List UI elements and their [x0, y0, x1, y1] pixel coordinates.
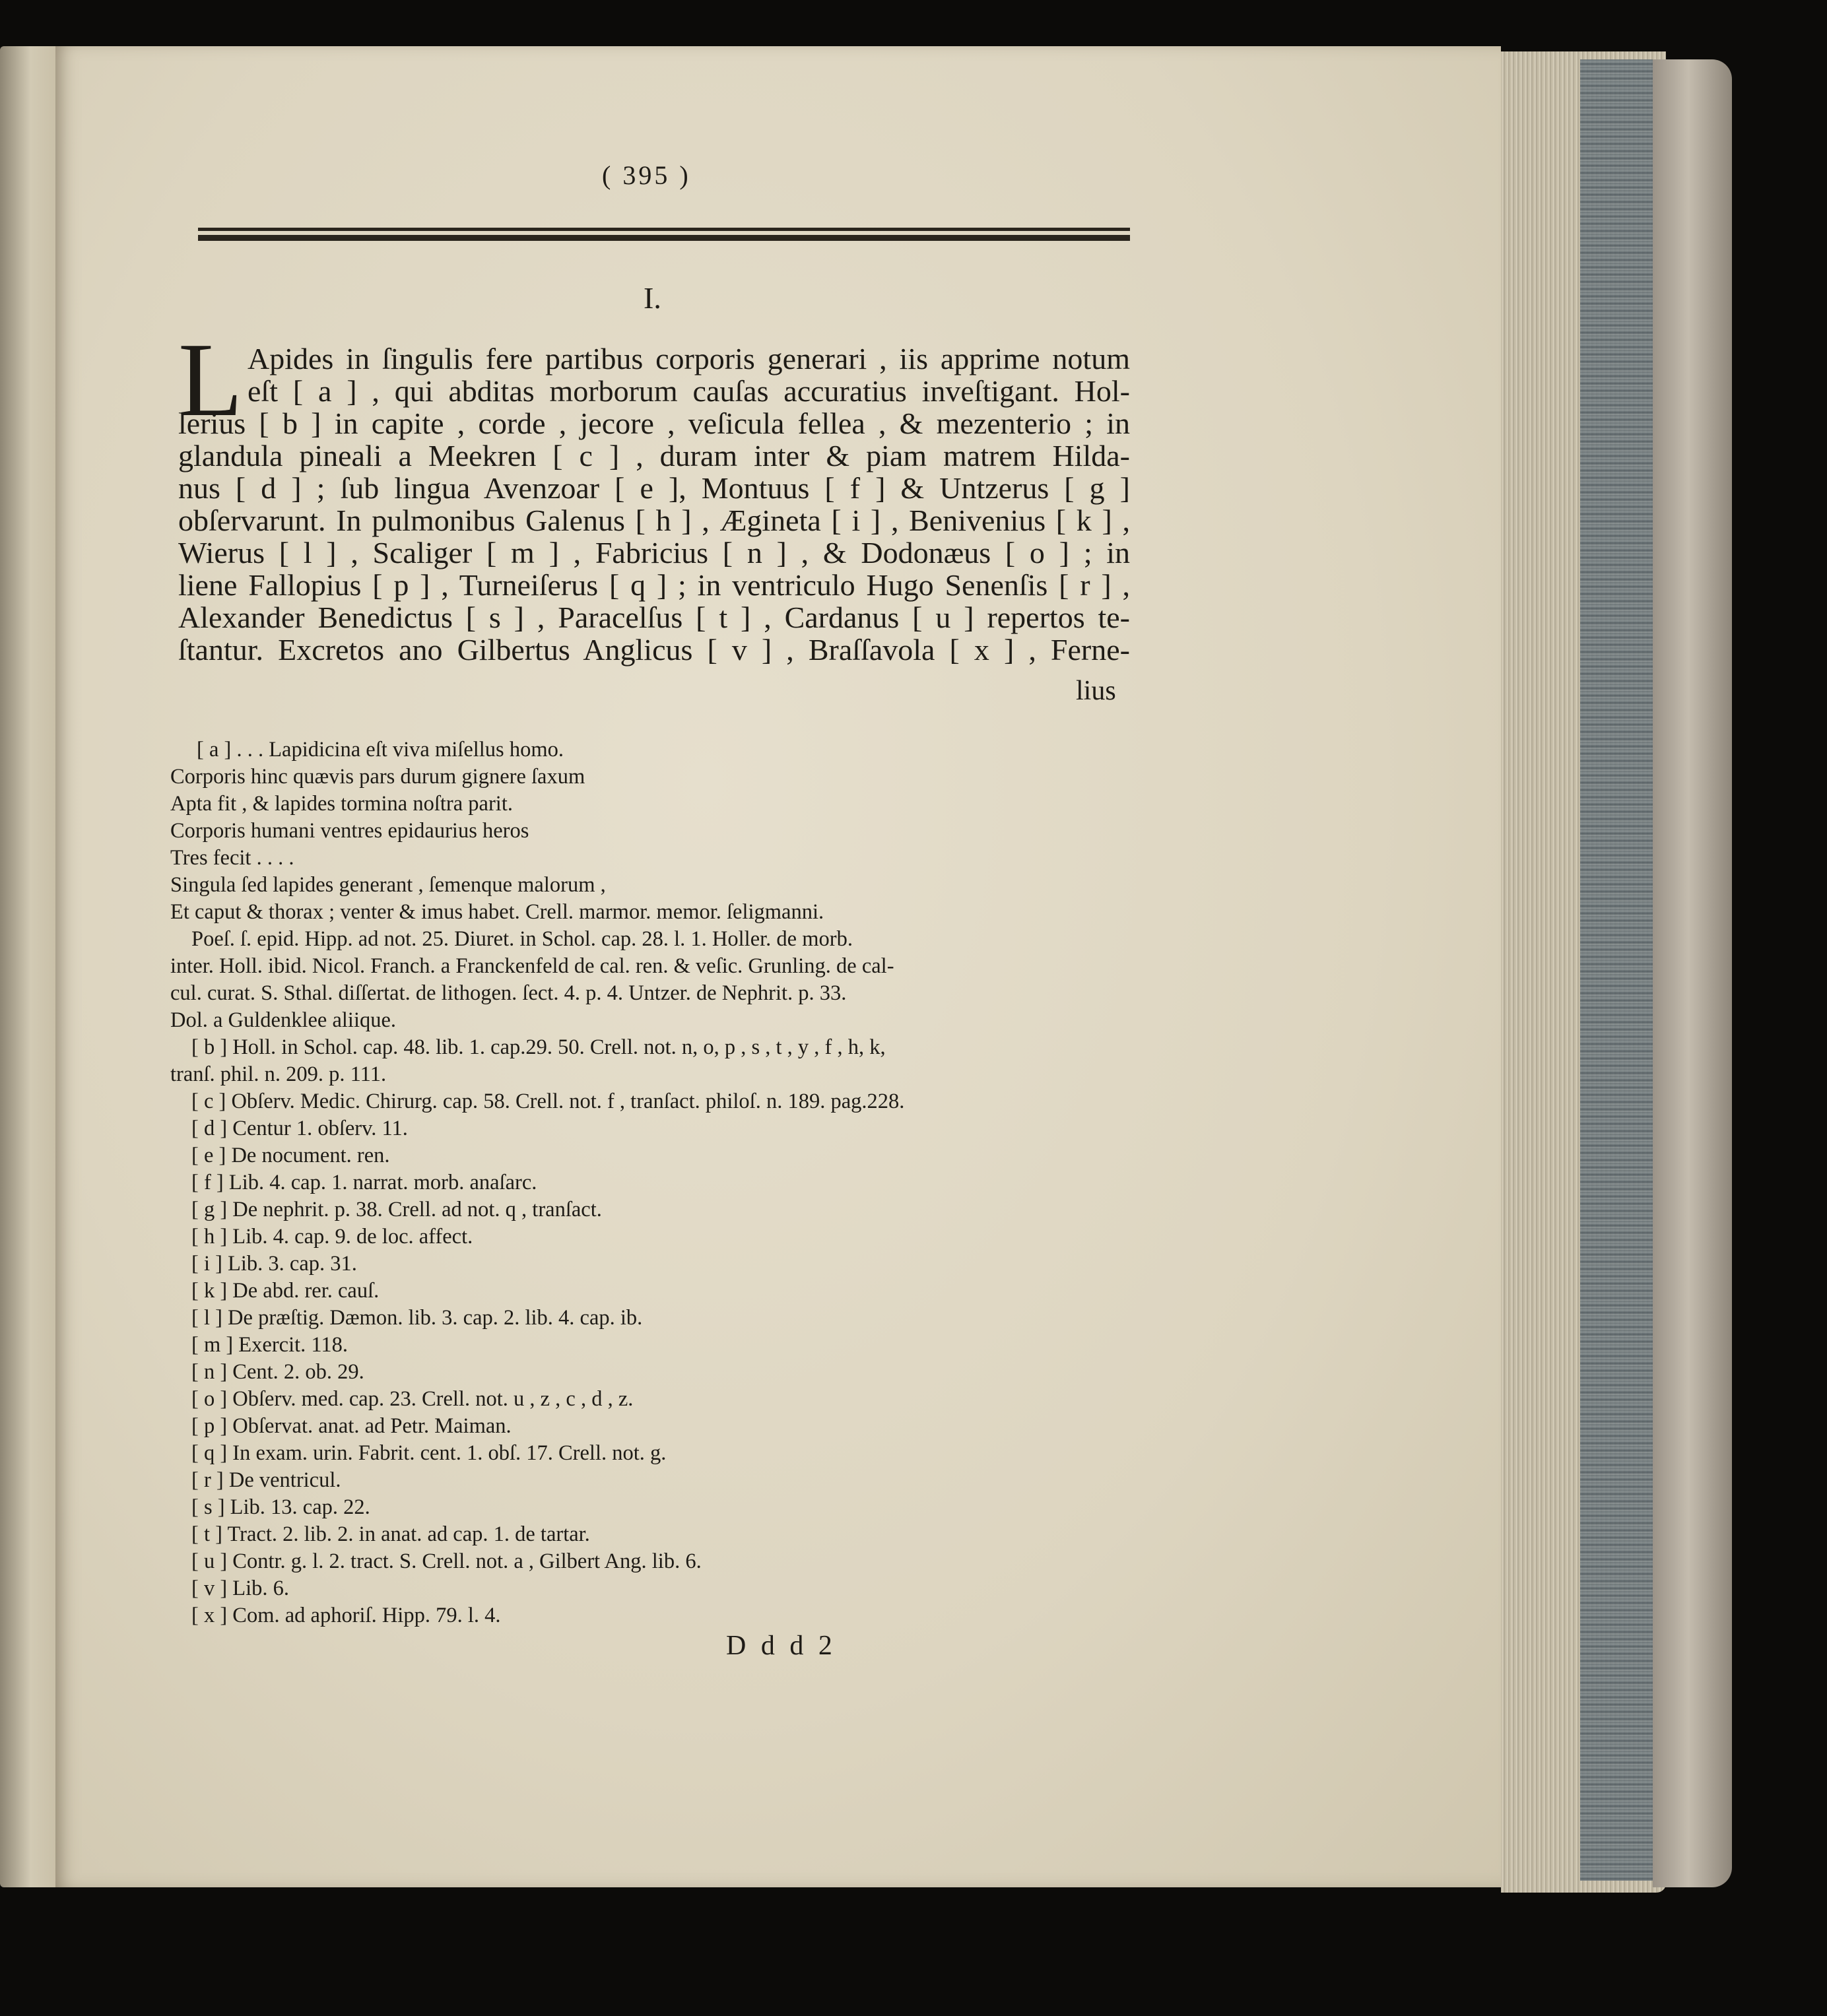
footnote-line: Apta fit , & lapides tormina noſtra parit. [170, 792, 513, 816]
footnote-line: [ u ] Contr. g. l. 2. tract. S. Crell. not. a , Gilbert Ang. lib. 6. [191, 1549, 702, 1573]
footnote-line: [ x ] Com. ad aphoriſ. Hipp. 79. l. 4. [191, 1604, 501, 1627]
body-line: Apides in ſingulis fere partibus corporis generari , iis apprime notum [248, 342, 1130, 375]
marbled-edge [1580, 59, 1653, 1881]
footnote-line: [ v ] Lib. 6. [191, 1577, 290, 1600]
footnote-line: tranſ. phil. n. 209. p. 111. [170, 1062, 387, 1086]
footnote-line: [ t ] Tract. 2. lib. 2. in anat. ad cap. 1. de tartar. [191, 1522, 590, 1546]
body-line: obſervarunt. In pulmonibus Galenus [ h ] , Ægineta [ i ] , Benivenius [ k ] , [178, 504, 1130, 537]
footnote-line: Singula ſed lapides generant , ſemenque malorum , [170, 873, 606, 897]
footnote-line: [ l ] De præſtig. Dæmon. lib. 3. cap. 2. lib. 4. cap. ib. [191, 1306, 643, 1330]
footnote-line: [ g ] De nephrit. p. 38. Crell. ad not. q , tranſact. [191, 1198, 602, 1221]
catchword: lius [1076, 676, 1116, 706]
footnote-line: Corporis hinc quævis pars durum gignere ſaxum [170, 765, 585, 789]
footnote-line: [ i ] Lib. 3. cap. 31. [191, 1252, 357, 1276]
body-line: nus [ d ] ; ſub lingua Avenzoar [ e ], Montuus [ f ] & Untzerus [ g ] [178, 471, 1130, 505]
footnote-line: [ m ] Exercit. 118. [191, 1333, 349, 1357]
footnote-line: [ h ] Lib. 4. cap. 9. de loc. affect. [191, 1225, 473, 1249]
body-line: glandula pineali a Meekren [ c ] , duram inter & piam matrem Hilda- [178, 439, 1130, 472]
body-line: lerius [ b ] in capite , corde , jecore , veſicula fellea , & mezenterio ; in [178, 406, 1130, 440]
facing-page-edge [0, 46, 55, 1887]
footnote-line: [ c ] Obſerv. Medic. Chirurg. cap. 58. Crell. not. f , tranſact. philoſ. n. 189. pag.228. [191, 1089, 905, 1113]
footnote-line: [ f ] Lib. 4. cap. 1. narrat. morb. anaſarc. [191, 1171, 537, 1194]
footnote-line: [ a ] . . . Lapidicina eſt viva miſellus homo. [197, 738, 564, 762]
footnote-line: Tres fecit . . . . [170, 846, 294, 870]
footnote-line: [ p ] Obſervat. anat. ad Petr. Maiman. [191, 1414, 512, 1438]
footnote-line: [ d ] Centur 1. obſerv. 11. [191, 1117, 408, 1140]
footnote-line: [ o ] Obſerv. med. cap. 23. Crell. not. u , z , c , d , z. [191, 1387, 634, 1411]
footnote-line: [ n ] Cent. 2. ob. 29. [191, 1360, 364, 1384]
footnote-line: [ k ] De abd. rer. cauſ. [191, 1279, 380, 1303]
body-line: Alexander Benedictus [ s ] , Paracelſus [ t ] , Cardanus [ u ] repertos te- [178, 601, 1130, 634]
footnote-line: [ r ] De ventricul. [191, 1468, 341, 1492]
footnote-line: Et caput & thorax ; venter & imus habet. Crell. marmor. memor. ſeligmanni. [170, 900, 824, 924]
section-heading: I. [644, 281, 661, 315]
footnote-line: [ b ] Holl. in Schol. cap. 48. lib. 1. cap.29. 50. Crell. not. n, o, p , s , t , y , f , h, k, [191, 1035, 886, 1059]
footnote-line: [ q ] In exam. urin. Fabrit. cent. 1. obſ. 17. Crell. not. g. [191, 1441, 667, 1465]
body-line: eſt [ a ] , qui abditas morborum cauſas accuratius inveſtigant. Hol- [248, 374, 1130, 408]
body-line: ſtantur. Excretos ano Gilbertus Anglicus [ v ] , Braſſavola [ x ] , Ferne- [178, 633, 1130, 667]
signature-mark: D d d 2 [726, 1631, 836, 1661]
footnote-line: cul. curat. S. Sthal. diſſertat. de lithogen. ſect. 4. p. 4. Untzer. de Nephrit. p. 33. [170, 981, 847, 1005]
header-rule-thin [198, 228, 1130, 231]
body-line: liene Fallopius [ p ] , Turneiſerus [ q ] ; in ventriculo Hugo Senenſis [ r ] , [178, 568, 1130, 602]
header-rule-thick [198, 235, 1130, 241]
body-line: Wierus [ l ] , Scaliger [ m ] , Fabricius [ n ] , & Dodonæus [ o ] ; in [178, 536, 1130, 569]
footnote-line: Corporis humani ventres epidaurius heros [170, 819, 529, 843]
footnote-line: Dol. a Guldenklee aliique. [170, 1008, 397, 1032]
book-cover [1653, 59, 1732, 1887]
page-number: ( 395 ) [602, 160, 691, 190]
drop-cap: L [178, 321, 243, 438]
footnote-line: [ s ] Lib. 13. cap. 22. [191, 1495, 370, 1519]
footnote-line: [ e ] De nocument. ren. [191, 1144, 390, 1167]
footnote-line: Poeſ. ſ. epid. Hipp. ad not. 25. Diuret. in Schol. cap. 28. l. 1. Holler. de morb. [191, 927, 853, 951]
footnote-line: inter. Holl. ibid. Nicol. Franch. a Franckenfeld de cal. ren. & veſic. Grunling. de cal- [170, 954, 894, 978]
